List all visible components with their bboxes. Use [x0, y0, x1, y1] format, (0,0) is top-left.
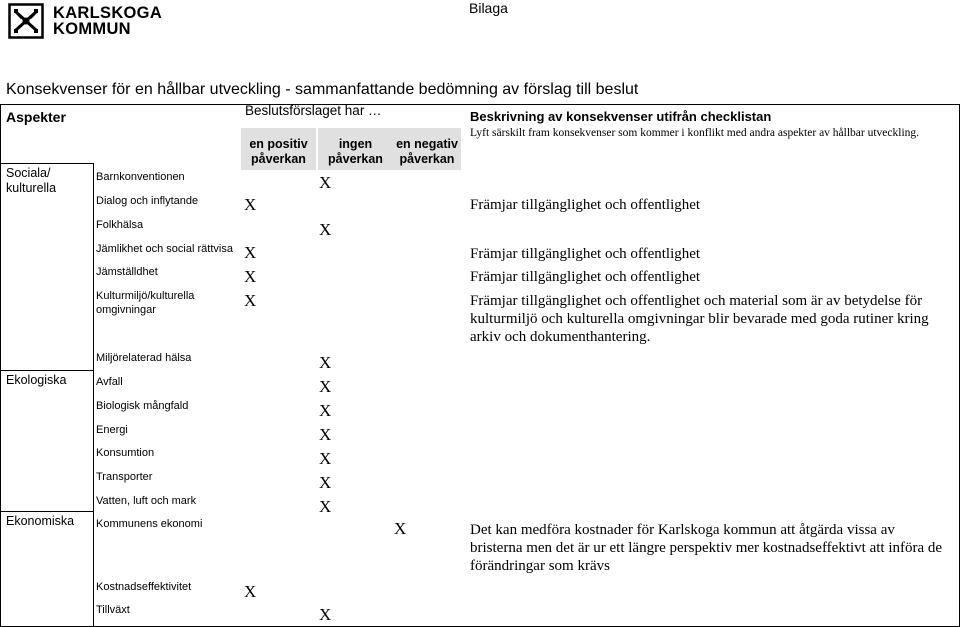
- mark-none: X: [319, 377, 332, 396]
- col-none-header: ingen påverkan: [328, 137, 383, 166]
- logo-wordmark: [53, 5, 162, 38]
- mark-none: X: [319, 173, 332, 192]
- row-description: Främjar tillgänglighet och offentlighet: [470, 246, 701, 262]
- col-description-header: Beskrivning av konsekvenser utifrån checklistan: [470, 109, 772, 124]
- mark-none: X: [319, 220, 332, 239]
- eco-top-border: [0, 370, 93, 371]
- table-top-border: [0, 104, 960, 105]
- econ-top-border: [0, 511, 93, 512]
- row-description: Främjar tillgänglighet och offentlighet och material som är av betydelse för kulturmiljö och kulturella omgivningar blir bevarade med goda rutiner kring arkiv och dokumenthantering.: [470, 293, 929, 345]
- mark-positive: X: [244, 582, 257, 601]
- aspect-label: Folkhälsa: [96, 219, 144, 231]
- logo-line-2: KOMMUN: [53, 20, 131, 38]
- mark-positive: X: [244, 195, 257, 214]
- mark-positive: X: [244, 291, 257, 310]
- karlskoga-logo: [8, 3, 162, 39]
- aspect-label: Tillväxt: [96, 604, 130, 616]
- col-positive-header: en positiv påverkan: [249, 137, 308, 166]
- aspect-label: Kostnadseffektivitet: [96, 581, 192, 593]
- mark-negative: X: [394, 519, 407, 538]
- mark-positive: X: [244, 243, 257, 262]
- category-eco: Ekologiska: [6, 373, 67, 387]
- aspect-label: Jämställdhet: [96, 266, 158, 278]
- aspect-label: Energi: [96, 424, 128, 436]
- logo-line-1: KARLSKOGA: [53, 3, 163, 22]
- category-divider: [93, 163, 94, 626]
- aspect-label: Vatten, luft och mark: [96, 495, 197, 507]
- aspect-label: Dialog och inflytande: [96, 195, 199, 207]
- mark-none: X: [319, 605, 332, 624]
- mark-positive: X: [244, 267, 257, 286]
- aspect-label: Jämlikhet och social rättvisa: [96, 243, 233, 255]
- social-top-border: [0, 163, 93, 164]
- row-description: Främjar tillgänglighet och offentlighet: [470, 269, 701, 285]
- category-social: Sociala/ kulturella: [6, 166, 57, 195]
- aspect-label: Kulturmiljö/kulturella omgivningar: [96, 290, 195, 316]
- mark-none: X: [319, 497, 332, 516]
- aspect-label: Transporter: [96, 471, 153, 483]
- row-description: Det kan medföra kostnader för Karlskoga kommun att åtgärda vissa av bristerna men det är ur ett längre perspektiv mer kostnadseffektivt att införa de förändringar som krävs: [470, 522, 943, 574]
- aspect-label: Biologisk mångfald: [96, 400, 189, 412]
- aspect-label: Kommunens ekonomi: [96, 518, 203, 530]
- mark-none: X: [319, 425, 332, 444]
- aspect-label: Avfall: [96, 376, 123, 388]
- aspect-label: Miljörelaterad hälsa: [96, 352, 192, 364]
- row-description: Främjar tillgänglighet och offentlighet: [470, 197, 701, 213]
- table-left-border: [0, 104, 1, 627]
- coat-of-arms-icon: [8, 3, 44, 39]
- page-title: Konsekvenser för en hållbar utveckling - sammanfattande bedömning av förslag till beslut: [6, 81, 639, 98]
- col-proposal-header: Beslutsförslaget har …: [245, 103, 382, 118]
- category-econ: Ekonomiska: [6, 514, 75, 528]
- mark-none: X: [319, 353, 332, 372]
- mark-none: X: [319, 473, 332, 492]
- col-aspects-header: Aspekter: [6, 109, 66, 125]
- mark-none: X: [319, 449, 332, 468]
- aspect-label: Barnkonventionen: [96, 171, 185, 183]
- attachment-label: Bilaga: [469, 0, 508, 16]
- aspect-label: Konsumtion: [96, 447, 155, 459]
- col-negative-header: en negativ påverkan: [396, 137, 458, 166]
- mark-none: X: [319, 401, 332, 420]
- instruction-note: Lyft särskilt fram konsekvenser som kommer i konflikt med andra aspekter av hållbar utveckling.: [470, 127, 920, 139]
